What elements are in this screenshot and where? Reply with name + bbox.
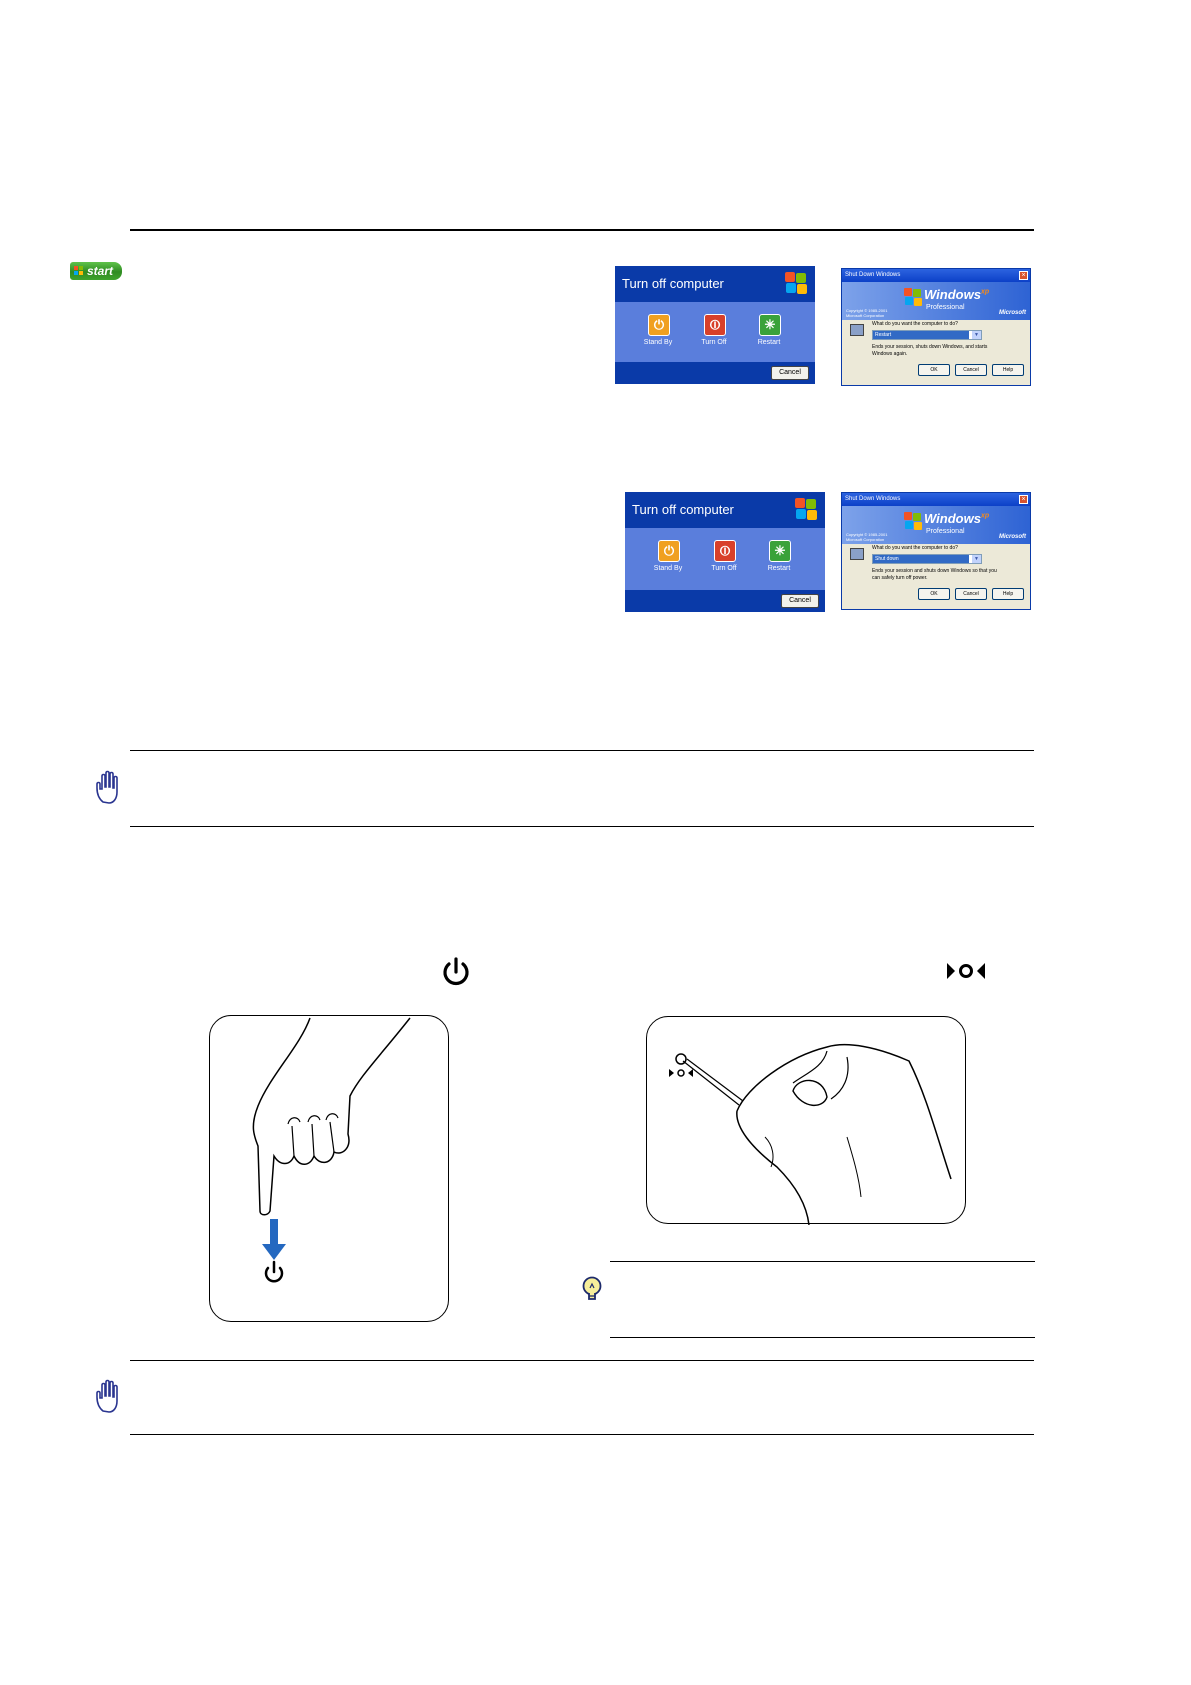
note-rule-top-2 [130, 1360, 1034, 1361]
question-label: What do you want the computer to do? [872, 321, 958, 327]
note-rule-bottom-2 [130, 1434, 1034, 1435]
question-label: What do you want the computer to do? [872, 545, 958, 551]
windows-logo-icon [904, 512, 922, 530]
edition-label: Professional [926, 304, 965, 311]
finger-pressing-illustration [210, 1016, 450, 1323]
reset-hole-illustration [646, 1016, 966, 1224]
shutdown-dialog-restart [841, 268, 1031, 386]
chevron-down-icon: ▼ [972, 555, 981, 563]
turn-off-icon[interactable]: ⏼ [704, 314, 726, 336]
tip-rule-top [610, 1261, 1035, 1262]
lightbulb-tip-icon [581, 1276, 603, 1304]
cancel-button[interactable]: Cancel [955, 364, 987, 376]
note-rule-top [130, 750, 1034, 751]
dialog-title: Turn off computer [615, 266, 815, 302]
help-button[interactable]: Help [992, 588, 1024, 600]
start-label: start [87, 264, 114, 278]
turn-off-dialog-shutdown [625, 492, 825, 612]
ok-button[interactable]: OK [918, 364, 950, 376]
stand-by-icon[interactable]: ⏻ [658, 540, 680, 562]
windows-wordmark: Windows$^{xp}$ [924, 511, 990, 526]
copyright-text: Copyright © 1985-2001 Microsoft Corporation [846, 532, 888, 542]
action-description: Ends your session, shuts down Windows, and starts Windows again. [872, 344, 988, 357]
ok-button[interactable]: OK [918, 588, 950, 600]
turn-off-label: Turn Off [701, 339, 727, 346]
microsoft-brand: Microsoft [999, 534, 1026, 540]
copyright-text: Copyright © 1985-2001 Microsoft Corporation [846, 308, 888, 318]
windows-wordmark: Windows$^{xp}$ [924, 287, 990, 302]
computer-icon [850, 548, 864, 560]
windows-logo-icon [785, 272, 807, 294]
emergency-shutdown-icon [945, 959, 987, 983]
dialog-titlebar: Shut Down Windows [842, 493, 1030, 506]
computer-icon [850, 324, 864, 336]
dialog-title: Turn off computer [625, 492, 825, 528]
turn-off-icon[interactable]: ⏼ [714, 540, 736, 562]
power-icon [439, 955, 473, 989]
cancel-button[interactable]: Cancel [781, 594, 819, 608]
tip-rule-bottom [610, 1337, 1035, 1338]
close-icon[interactable]: × [1019, 495, 1028, 504]
stand-by-icon[interactable]: ⏻ [648, 314, 670, 336]
chevron-down-icon: ▼ [972, 331, 981, 339]
restart-icon[interactable]: ✳ [769, 540, 791, 562]
action-select[interactable]: Shut down ▼ [872, 554, 982, 564]
restart-label: Restart [767, 565, 791, 572]
windows-logo-icon [904, 288, 922, 306]
paperclip-hand-illustration [647, 1017, 967, 1225]
restart-label: Restart [757, 339, 781, 346]
turn-off-label: Turn Off [711, 565, 737, 572]
help-button[interactable]: Help [992, 364, 1024, 376]
start-button[interactable] [70, 262, 122, 280]
power-button-illustration [209, 1015, 449, 1322]
close-icon[interactable]: × [1019, 271, 1028, 280]
stand-by-label: Stand By [643, 339, 673, 346]
shutdown-dialog-shutdown [841, 492, 1031, 610]
windows-banner [842, 282, 1030, 320]
windows-logo-icon [795, 498, 817, 520]
restart-icon[interactable]: ✳ [759, 314, 781, 336]
hand-warning-icon [94, 1379, 124, 1415]
windows-banner [842, 506, 1030, 544]
stand-by-label: Stand By [653, 565, 683, 572]
cancel-button[interactable]: Cancel [771, 366, 809, 380]
header-rule [130, 229, 1034, 231]
turn-off-dialog-restart [615, 266, 815, 384]
windows-flag-icon [74, 266, 84, 276]
action-select[interactable]: Restart ▼ [872, 330, 982, 340]
hand-warning-icon [94, 770, 124, 806]
note-rule-bottom [130, 826, 1034, 827]
cancel-button[interactable]: Cancel [955, 588, 987, 600]
edition-label: Professional [926, 528, 965, 535]
microsoft-brand: Microsoft [999, 310, 1026, 316]
action-description: Ends your session and shuts down Windows so that you can safely turn off power. [872, 568, 997, 581]
dialog-titlebar: Shut Down Windows [842, 269, 1030, 282]
